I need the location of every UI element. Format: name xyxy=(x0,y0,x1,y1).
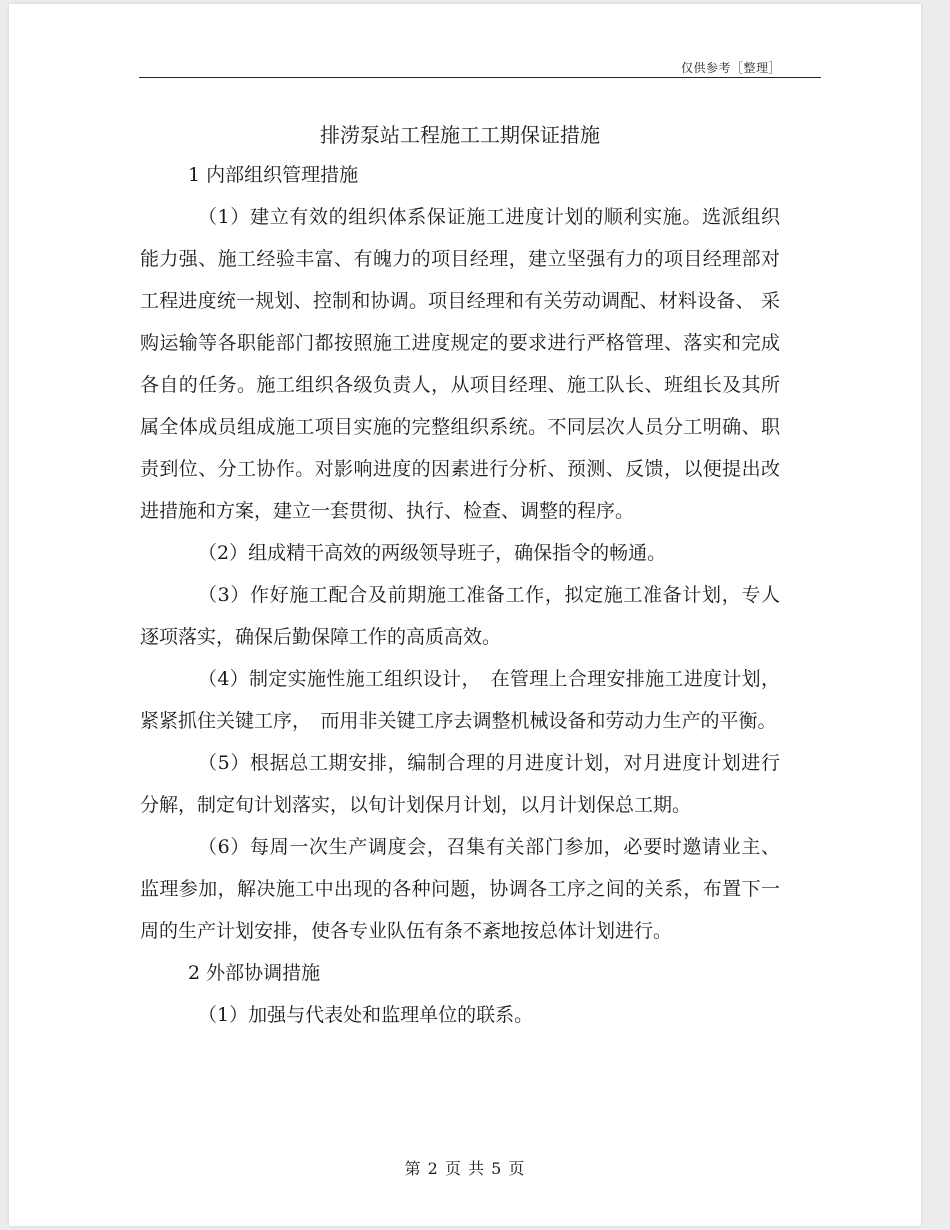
paragraph-6: （6）每周一次生产调度会，召集有关部门参加，必要时邀请业主、监理参加，解决施工中出现的各种问题，协调各工序之间的关系，布置下一周的生产计划安排，使各专业队伍有条不紊地按总体计划进行。 xyxy=(140,836,780,942)
page-number: 第 2 页 共 5 页 xyxy=(404,1159,526,1178)
paragraph-5: （5）根据总工期安排，编制合理的月进度计划，对月进度计划进行分解，制定旬计划落实，以旬计划保月计划，以月计划保总工期。 xyxy=(140,752,780,816)
section-heading-external: 2 外部协调措施 xyxy=(188,962,321,984)
paragraph-3: （3）作好施工配合及前期施工准备工作，拟定施工准备计划，专人逐项落实，确保后勤保障工作的高质高效。 xyxy=(140,584,780,648)
header-divider xyxy=(139,77,821,78)
paragraph-7: （1）加强与代表处和监理单位的联系。 xyxy=(198,1004,534,1026)
document-page xyxy=(9,4,921,1226)
document-body xyxy=(140,117,780,1036)
header-label: 仅供参考［整理］ xyxy=(680,61,781,75)
paragraph-2: （2）组成精干高效的两级领导班子，确保指令的畅通。 xyxy=(198,542,667,564)
paragraph-1: （1）建立有效的组织体系保证施工进度计划的顺利实施。选派组织能力强、施工经验丰富、有魄力的项目经理，建立坚强有力的项目经理部对工程进度统一规划、控制和协调。项目经理和有关劳动调配、材料设备、 采购运输等各职能部门都按照施工进度规定的要求进行严格管理、落实和完成各自的任务。施工组织各级负责人，从项目经理、施工队长、班组长及其所属全体成员组成施工项目实施的完整组织系统。不同层次人员分工明确、职责到位、分工协作。对影响进度的因素进行分析、预测、反馈，以便提出改进措施和方案，建立一套贯彻、执行、检查、调整的程序。 xyxy=(140,206,780,522)
paragraph-4: （4）制定实施性施工组织设计， 在管理上合理安排施工进度计划，紧紧抓住关键工序， 而用非关键工序去调整机械设备和劳动力生产的平衡。 xyxy=(140,668,780,732)
section-heading-internal: 1 内部组织管理措施 xyxy=(188,164,359,186)
document-title: 排涝泵站工程施工工期保证措施 xyxy=(320,123,600,147)
